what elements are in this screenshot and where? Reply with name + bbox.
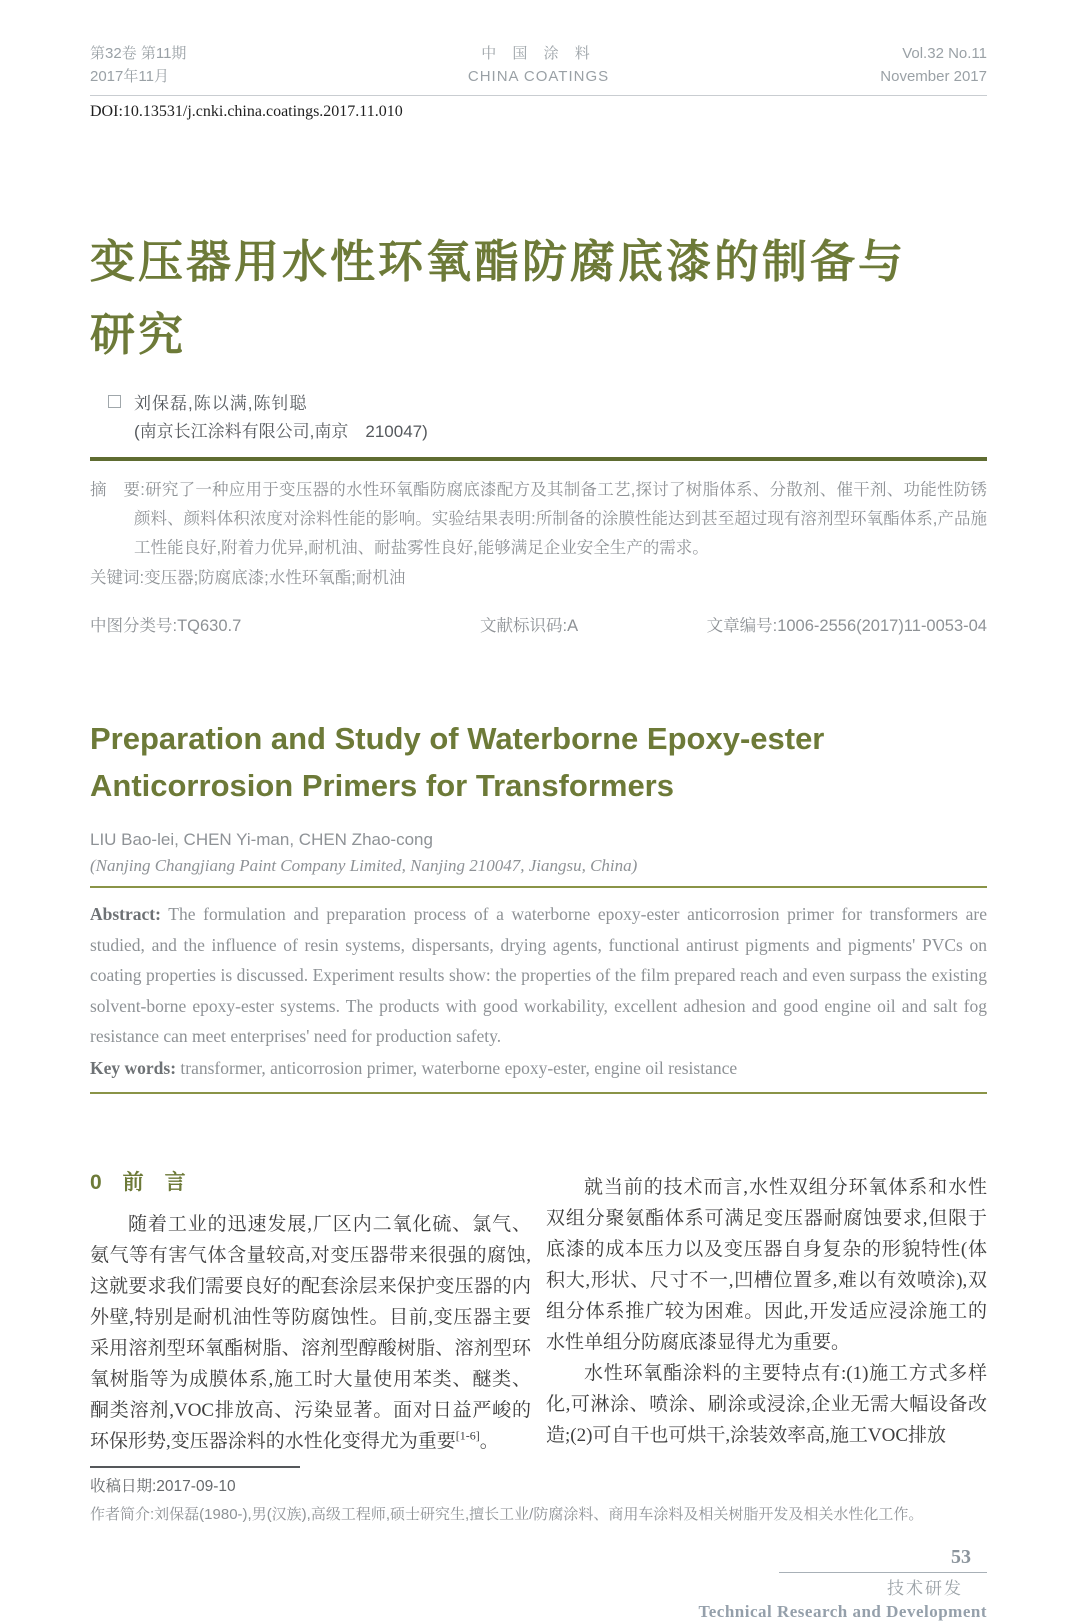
affiliation-cn: (南京长江涂料有限公司,南京 210047) — [134, 422, 428, 441]
article-title-cn-line2: 研究 — [90, 309, 187, 360]
keywords-label-en: Key words: — [90, 1057, 177, 1078]
keywords-label-cn: 关键词: — [90, 569, 145, 587]
date-cn: 2017年11月 — [90, 68, 169, 85]
abstract-label-en: Abstract: — [90, 904, 161, 924]
affiliation-en: (Nanjing Changjiang Paint Company Limited, Nanjing 210047, Jiangsu, China) — [90, 856, 638, 875]
authors-row — [90, 389, 987, 414]
abstract-text-en: The formulation and preparation process of a waterborne epoxy-ester anticorrosion primer for transformers are studied, and the influence of resin systems, dispersants, drying agents, functional antirust pigments and pigments' PVCs on coating properties is discussed. Experiment results show: the properties of the film prepared reach and even surpass the existing solvent-borne epoxy-ester systems. The products with good workability, excellent adhesion and good engine oil and salt fog resistance can meet enterprises' need for production safety. — [90, 904, 987, 1046]
article-title-en: Preparation and Study of Waterborne Epoxy-ester Anticorrosion Primers for Transformers — [90, 721, 825, 803]
abstract-block-cn — [90, 476, 987, 641]
divider-thin-olive-bottom — [90, 1092, 987, 1094]
abstract-label-cn: 摘 要: — [90, 481, 145, 499]
keywords-cn — [90, 564, 987, 593]
section-heading-intro: 0 前 言 — [90, 1170, 186, 1194]
keywords-text-cn: 变压器;防腐底漆;水性环氧酯;耐机油 — [144, 569, 406, 587]
intro-paragraph-2: 就当前的技术而言,水性双组分环氧体系和水性双组分聚氨酯体系可满足变压器耐腐蚀要求,但限于底漆的成本压力以及变压器自身复杂的形貌特性(体积大,形状、尺寸不一,凹槽位置多,难以有效喷涂),双组分体系推广较为困难。因此,开发适应浸涂施工的水性单组分防腐底漆显得尤为重要。 — [546, 1176, 987, 1353]
footer-section-cn: 技术研发 — [887, 1578, 963, 1598]
citation-ref: [1-6] — [455, 1428, 480, 1443]
intro-paragraph-1 — [90, 1209, 531, 1457]
intro-paragraph-3: 水性环氧酯涂料的主要特点有:(1)施工方式多样化,可淋涂、喷涂、刷涂或浸涂,企业无需大幅设备改造;(2)可自干也可烘干,涂装效率高,施工VOC排放 — [546, 1362, 987, 1446]
authors-en: LIU Bao-lei, CHEN Yi-man, CHEN Zhao-cong — [90, 830, 433, 849]
footnote-block — [90, 1466, 987, 1524]
masthead-right — [767, 42, 987, 88]
article-title-cn — [90, 225, 987, 371]
doi: DOI:10.13531/j.cnki.china.coatings.2017.11.010 — [90, 103, 403, 120]
footer-divider — [779, 1572, 987, 1573]
abstract-text-cn: 研究了一种应用于变压器的水性环氧酯防腐底漆配方及其制备工艺,探讨了树脂体系、分散剂、催干剂、功能性防锈颜料、颜料体积浓度对涂料性能的影响。实验结果表明:所制备的涂膜性能达到甚至超过现有溶剂型环氧酯体系,产品施工性能良好,附着力优异,耐机油、耐盐雾性良好,能够满足企业安全生产的需求。 — [134, 481, 987, 557]
page-number: 53 — [951, 1545, 971, 1568]
abstract-en — [90, 899, 987, 1052]
divider-thick-olive — [90, 457, 987, 461]
masthead-center — [468, 42, 609, 88]
keywords-text-en: transformer, anticorrosion primer, waterborne epoxy-ester, engine oil resistance — [176, 1057, 738, 1078]
author-bio: 作者简介:刘保磊(1980-),男(汉族),高级工程师,硕士研究生,擅长工业/防腐涂料、商用车涂料及相关树脂开发及相关水性化工作。 — [90, 1505, 924, 1523]
intro-paragraph-1-text: 随着工业的迅速发展,厂区内二氧化硫、氯气、氨气等有害气体含量较高,对变压器带来很强的腐蚀,这就要求我们需要良好的配套涂层来保护变压器的内外壁,特别是耐机油性等防腐蚀性。目前,变压器主要采用溶剂型环氧酯树脂、溶剂型醇酸树脂、溶剂型环氧树脂等为成膜体系,施工时大量使用苯类、醚类、酮类溶剂,VOC排放高、污染显著。面对日益严峻的环保形势,变压器涂料的水性化变得尤为重要 — [90, 1213, 531, 1452]
keywords-en — [90, 1053, 987, 1083]
column-right — [546, 1166, 987, 1457]
authors-cn: 刘保磊,陈以满,陈钊聪 — [134, 394, 308, 413]
date-en: November 2017 — [880, 68, 987, 85]
divider-thin-olive-top — [90, 886, 987, 888]
masthead — [90, 42, 987, 96]
column-left — [90, 1166, 531, 1457]
classification-row — [90, 612, 987, 641]
body-columns — [90, 1166, 987, 1457]
journal-name-cn: 中 国 涂 料 — [481, 45, 596, 62]
intro-paragraph-1-end: 。 — [479, 1430, 499, 1452]
article-id: 文章编号:1006-2556(2017)11-0053-04 — [706, 617, 987, 635]
masthead-left — [90, 42, 310, 88]
received-date: 收稿日期:2017-09-10 — [90, 1477, 236, 1495]
footnote-divider — [90, 1466, 300, 1468]
journal-name-en: CHINA COATINGS — [467, 68, 610, 85]
volume-issue-en: Vol.32 No.11 — [902, 45, 987, 62]
abstract-cn — [90, 476, 987, 563]
footer-section-en: Technical Research and Development — [698, 1601, 987, 1621]
page-footer — [90, 1546, 987, 1624]
author-marker-square-icon — [108, 395, 121, 408]
clc-number: 中图分类号:TQ630.7 — [90, 617, 242, 635]
volume-issue-cn: 第32卷 第11期 — [90, 45, 187, 62]
article-title-cn-line1: 变压器用水性环氧酯防腐底漆的制备与 — [90, 236, 907, 287]
document-code: 文献标识码:A — [480, 617, 579, 635]
